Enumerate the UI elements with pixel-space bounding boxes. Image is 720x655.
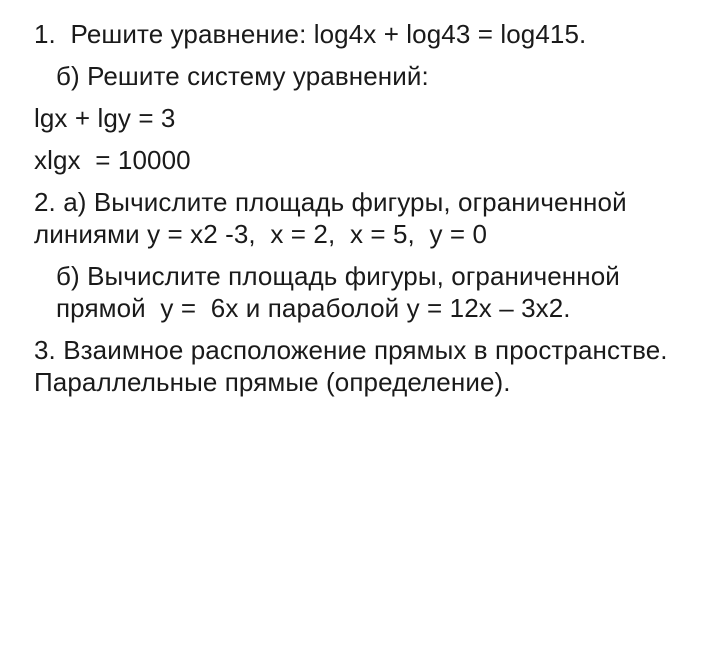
task-1b-system-heading: б) Решите систему уравнений: bbox=[56, 61, 429, 91]
task-1b-equation-1: lgx + lgy = 3 bbox=[34, 103, 176, 133]
task-3-lines: 3. Взаимное расположение прямых в пространстве. Параллельные прямые (определение). bbox=[34, 335, 675, 397]
task-2b-area: б) Вычислите площадь фигуры, ограниченной прямой y = 6x и параболой y = 12x – 3x2. bbox=[56, 261, 628, 323]
task-2a-area: 2. а) Вычислите площадь фигуры, ограниченной линиями y = x2 -3, x = 2, x = 5, y = 0 bbox=[34, 187, 635, 249]
task-1-equation: 1. Решите уравнение: log4x + log43 = log415. bbox=[34, 19, 587, 49]
document-body bbox=[34, 18, 684, 398]
task-1b-equation-2: xlgx = 10000 bbox=[34, 145, 191, 175]
